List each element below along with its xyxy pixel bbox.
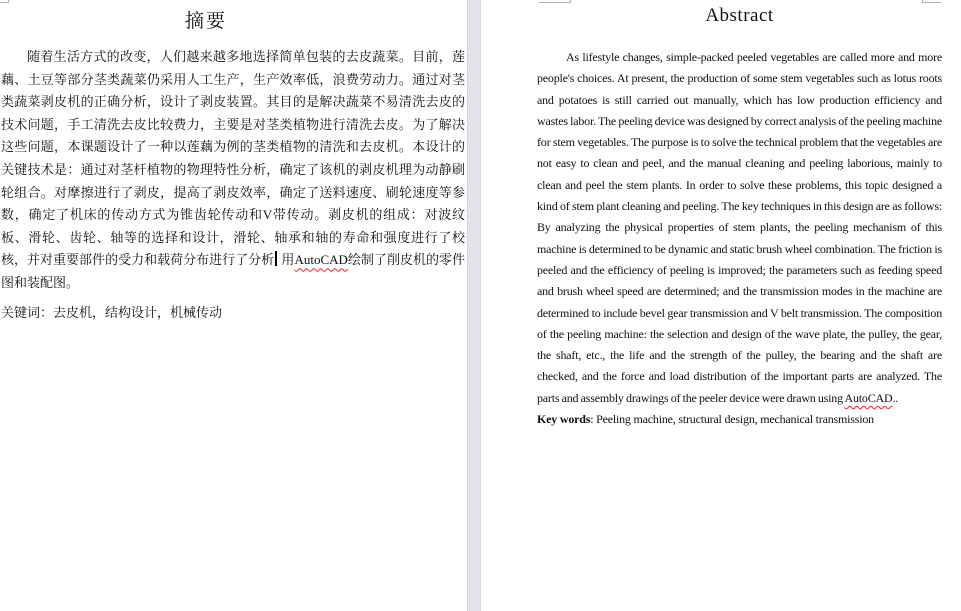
document-page-english: [481, 0, 961, 611]
text-run: 用: [278, 252, 295, 268]
page-title-english-abstract[interactable]: Abstract: [705, 5, 774, 26]
text-run: ..: [892, 390, 899, 405]
spellcheck-underline: AutoCAD: [844, 390, 893, 405]
abstract-paragraph-chinese[interactable]: [1, 46, 465, 295]
text-column-english: [537, 47, 942, 430]
crop-mark-top-right-tick: [922, 0, 923, 3]
crop-mark-top-left-tick: [570, 0, 571, 3]
document-page-chinese: [0, 0, 467, 611]
bold-text: Key words: [537, 412, 591, 427]
spellcheck-underline: AutoCAD: [294, 252, 348, 268]
page-gap: [467, 0, 481, 611]
keywords-line-english[interactable]: [537, 409, 942, 430]
text-column-chinese: [1, 46, 465, 324]
page-title-chinese-abstract[interactable]: 摘要: [185, 11, 228, 32]
crop-mark-top-right: [922, 2, 941, 3]
text-run: : Peeling machine, structural design, mechanical transmission: [590, 412, 874, 427]
text-run: 随着生活方式的改变，人们越来越多地选择简单包装的去皮蔬菜。目前，莲藕、土豆等部分茎类蔬菜仍采用人工生产，生产效率低，浪费劳动力。通过对茎类蔬菜剥皮机的正确分析，设计了剥皮装置。其目的是解决蔬菜不易清洗去皮的技术问题，手工清洗去皮比较费力，主要是对茎类植物进行清洗去皮。为了解决这些问题，本课题设计了一种以莲藕为例的茎类植物的清洗和去皮机。本设计的关键技术是：通过对茎杆植物的物理特性分析，确定了该机的剥皮机理为动静刷轮组合。对摩擦进行了剥皮，提高了剥皮效率，确定了送料速度、刷轮速度等参数，确定了机床的传动方式为锥齿轮传动和V带传动。剥皮机的组成：对波纹板、滑轮、齿轮、轴等的选择和设计，滑轮、轴承和轴的寿命和强度进行了校核，并对重要部件的受力和载荷分布进行了分析: [1, 49, 465, 268]
text-run: 绘制了削皮机的零件图和装配图。: [1, 252, 465, 290]
keywords-line-chinese[interactable]: 关键词：去皮机，结构设计，机械传动: [1, 304, 223, 320]
text-cursor: [275, 251, 277, 266]
crop-mark-top-left: [539, 2, 571, 3]
text-run: As lifestyle changes, simple-packed peeled vegetables are called more and more people's choices. At present, the production of some stem vegetables such as lotus roots and potatoes is still carried out manually, which has low production efficiency and wastes labor. The peeling device was designed by correct analysis of the peeling machine for stem vegetables. The purpose is to solve the technical problem that the vegetables are not easy to clean and peel, and the manual cleaning and peeling laborious, mainly to clean and peel the stem plants. In order to solve these problems, this topic designed a kind of stem plant cleaning and peeling. The key techniques in this design are as follows: By analyzing the physical properties of stem plants, the peeling mechanism of this machine is determined to be dynamic and static brush wheel combination. The friction is peeled and the efficiency of peeling is improved; the parameters such as feeding speed and brush wheel speed are determined; and the transmission modes in the machine are determined to include bevel gear transmission and V belt transmission. The composition of the peeling machine: the selection and design of the wave plate, the pulley, the gear, the shaft, etc., the life and the strength of the pulley, the bearing and the shaft are checked, and the force and load distribution of the important parts are analyzed. The parts and assembly drawings of the peeler device were drawn using: [537, 50, 942, 405]
crop-mark-top-left-tick: [8, 0, 9, 3]
abstract-paragraph-english[interactable]: [537, 47, 942, 409]
